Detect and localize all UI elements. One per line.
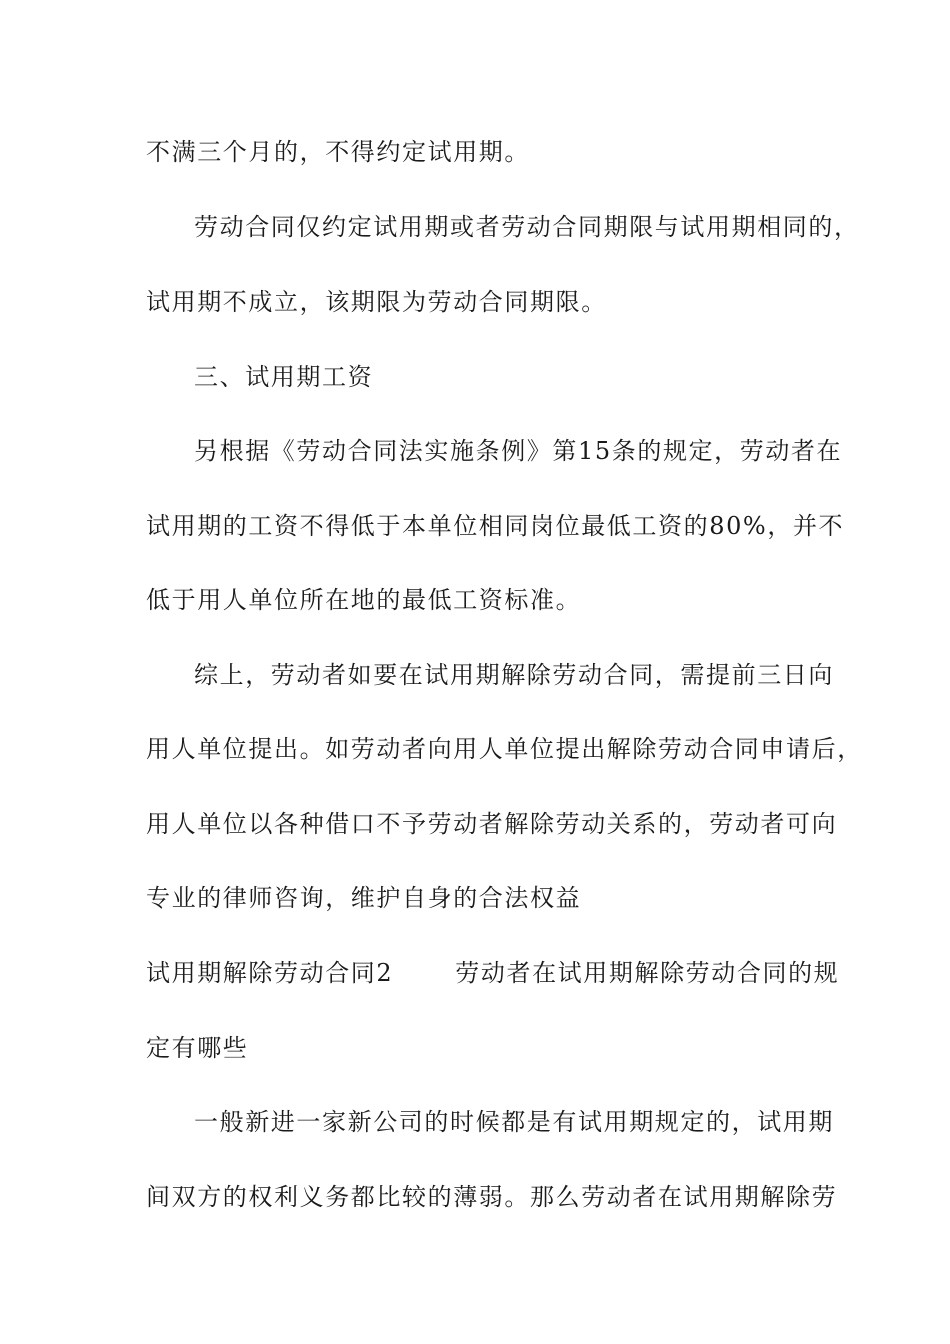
text-line: 专业的律师咨询，维护自身的合法权益 [146,884,582,912]
text-line: 试用期不成立，该期限为劳动合同期限。 [146,288,607,316]
article-title: 试用期解除劳动合同2 [146,959,394,987]
text-line: 试用期的工资不得低于本单位相同岗位最低工资的80%，并不 [146,512,845,540]
article-title-line [146,958,840,988]
text-line: 间双方的权利义务都比较的薄弱。那么劳动者在试用期解除劳 [146,1183,838,1211]
text-line: 一般新进一家新公司的时候都是有试用期规定的，试用期 [194,1108,834,1136]
text-line: 低于用人单位所在地的最低工资标准。 [146,586,582,614]
text-line: 综上，劳动者如要在试用期解除劳动合同，需提前三日向 [194,661,834,689]
text-line: 用人单位提出。如劳动者向用人单位提出解除劳动合同申请后， [146,735,863,763]
section-heading: 三、试用期工资 [194,363,374,391]
text-line: 用人单位以各种借口不予劳动者解除劳动关系的，劳动者可向 [146,810,838,838]
text-line: 另根据《劳动合同法实施条例》第15条的规定，劳动者在 [194,437,843,465]
article-subtitle: 劳动者在试用期解除劳动合同的规 [455,959,840,987]
text-line: 定有哪些 [146,1034,249,1062]
text-line: 劳动合同仅约定试用期或者劳动合同期限与试用期相同的， [194,213,860,241]
text-line: 不满三个月的，不得约定试用期。 [146,138,530,166]
